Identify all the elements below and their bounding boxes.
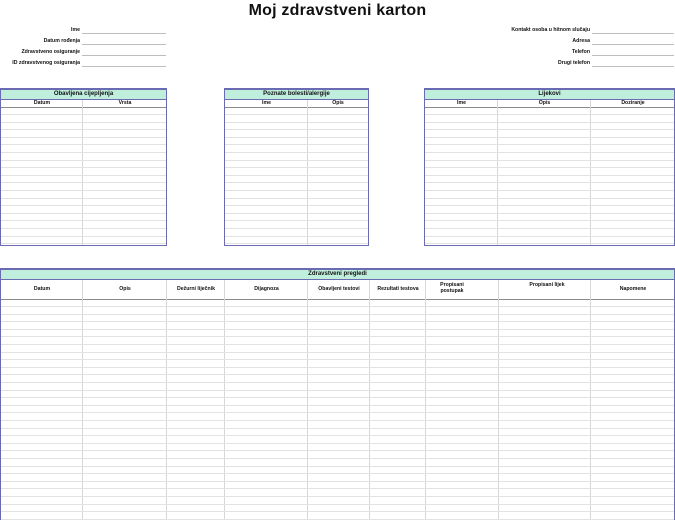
other-phone-field[interactable] — [592, 66, 674, 67]
table-row[interactable] — [1, 167, 166, 168]
column-header-name: Ime — [457, 100, 466, 106]
table-row[interactable] — [1, 443, 674, 444]
table-row[interactable] — [1, 114, 166, 115]
column-header-date: Datum — [33, 286, 51, 292]
column-header-dosage: Doziranje — [621, 100, 645, 106]
table-row[interactable] — [1, 481, 674, 482]
phone-field[interactable] — [592, 55, 674, 56]
table-row[interactable] — [1, 129, 166, 130]
table-row[interactable] — [425, 213, 674, 214]
table-row[interactable] — [225, 122, 368, 123]
table-row[interactable] — [425, 205, 674, 206]
address-field[interactable] — [592, 44, 674, 45]
page-title: Moj zdravstveni karton — [248, 2, 427, 19]
table-row[interactable] — [425, 236, 674, 237]
table-row[interactable] — [225, 137, 368, 138]
column-divider — [82, 280, 83, 520]
table-row[interactable] — [1, 374, 674, 375]
table-row[interactable] — [225, 152, 368, 153]
table-row[interactable] — [1, 137, 166, 138]
column-divider — [425, 280, 426, 520]
table-row[interactable] — [1, 488, 674, 489]
table-row[interactable] — [425, 137, 674, 138]
table-row[interactable] — [1, 314, 674, 315]
column-header-tests: Obavljeni testovi — [318, 286, 360, 292]
table-row[interactable] — [225, 205, 368, 206]
column-header-notes: Napomene — [619, 286, 647, 292]
table-row[interactable] — [1, 182, 166, 183]
table-row[interactable] — [425, 152, 674, 153]
info-label: Ime — [71, 27, 80, 33]
table-row[interactable] — [1, 367, 674, 368]
table-row[interactable] — [1, 306, 674, 307]
table-row[interactable] — [1, 412, 674, 413]
table-row[interactable] — [1, 190, 166, 191]
insurance-field[interactable] — [82, 55, 166, 56]
info-label: Drugi telefon — [558, 60, 590, 66]
table-row[interactable] — [425, 198, 674, 199]
info-row — [440, 27, 590, 36]
header-rule — [1, 107, 166, 108]
vaccinations-header: Obavljena cijepljenja — [1, 90, 166, 100]
table-row[interactable] — [225, 190, 368, 191]
name-field[interactable] — [82, 33, 166, 34]
table-row[interactable] — [1, 205, 166, 206]
table-row[interactable] — [225, 129, 368, 130]
column-header-doctor: Dežurni liječnik — [176, 286, 216, 292]
emergency-contact-field[interactable] — [592, 33, 674, 34]
allergies-table — [224, 88, 369, 246]
table-row[interactable] — [1, 160, 166, 161]
table-row[interactable] — [1, 382, 674, 383]
table-row[interactable] — [425, 190, 674, 191]
info-label: Kontakt osoba u hitnom slučaju — [511, 27, 590, 33]
column-header-test-results: Rezultati testova — [377, 286, 419, 292]
table-row[interactable] — [425, 122, 674, 123]
header-rule — [425, 107, 674, 108]
medications-header: Lijekovi — [425, 90, 674, 100]
vaccinations-table — [0, 88, 167, 246]
table-row[interactable] — [225, 167, 368, 168]
info-row — [0, 27, 80, 36]
column-header-procedure: Propisani postupak — [440, 282, 464, 294]
column-divider — [166, 280, 167, 520]
table-row[interactable] — [225, 198, 368, 199]
table-row[interactable] — [1, 198, 166, 199]
table-row[interactable] — [1, 243, 166, 244]
table-row[interactable] — [425, 228, 674, 229]
table-row[interactable] — [1, 450, 674, 451]
table-row[interactable] — [225, 228, 368, 229]
table-row[interactable] — [425, 220, 674, 221]
info-row — [0, 38, 80, 47]
table-row[interactable] — [1, 359, 674, 360]
table-row[interactable] — [1, 329, 674, 330]
table-row[interactable] — [1, 352, 674, 353]
table-row[interactable] — [1, 144, 166, 145]
table-row[interactable] — [225, 220, 368, 221]
table-row[interactable] — [1, 152, 166, 153]
info-label: Datum rođenja — [43, 38, 80, 44]
info-label: Adresa — [572, 38, 590, 44]
table-row[interactable] — [225, 114, 368, 115]
table-row[interactable] — [225, 182, 368, 183]
column-header-type: Vrsta — [118, 100, 132, 106]
table-row[interactable] — [425, 243, 674, 244]
table-row[interactable] — [1, 473, 674, 474]
table-row[interactable] — [425, 160, 674, 161]
checkups-table — [0, 268, 675, 520]
table-row[interactable] — [1, 458, 674, 459]
info-label: ID zdravstvenog osiguranja — [12, 60, 80, 66]
table-row[interactable] — [1, 122, 166, 123]
table-row[interactable] — [425, 129, 674, 130]
table-row[interactable] — [225, 236, 368, 237]
table-row[interactable] — [1, 428, 674, 429]
table-row[interactable] — [1, 321, 674, 322]
table-row[interactable] — [1, 213, 166, 214]
table-row[interactable] — [225, 144, 368, 145]
header-rule — [225, 107, 368, 108]
column-header-name: Ime — [262, 100, 271, 106]
info-row — [440, 38, 590, 47]
info-label: Telefon — [571, 49, 590, 55]
info-label: Zdravstveno osiguranje — [21, 49, 80, 55]
table-row[interactable] — [1, 236, 166, 237]
checkups-header: Zdravstveni pregledi — [1, 270, 674, 280]
table-row[interactable] — [425, 175, 674, 176]
table-row[interactable] — [1, 504, 674, 505]
table-row[interactable] — [1, 420, 674, 421]
table-row[interactable] — [1, 390, 674, 391]
table-row[interactable] — [1, 336, 674, 337]
medications-table — [424, 88, 675, 246]
column-divider — [590, 280, 591, 520]
info-row — [440, 49, 590, 58]
column-header-description: Opis — [538, 100, 551, 106]
table-row[interactable] — [225, 160, 368, 161]
column-header-date: Datum — [33, 100, 51, 106]
info-row — [0, 60, 80, 69]
column-header-diagnosis: Dijagnoza — [254, 286, 279, 292]
column-divider — [369, 280, 370, 520]
column-header-description: Opis — [119, 286, 131, 292]
table-row[interactable] — [1, 405, 674, 406]
column-header-description: Opis — [332, 100, 344, 106]
table-row[interactable] — [1, 466, 674, 467]
column-header-medication: Propisani lijek — [529, 282, 565, 288]
info-row — [0, 49, 80, 58]
column-divider — [224, 280, 225, 520]
birthdate-field[interactable] — [82, 44, 166, 45]
table-row[interactable] — [1, 496, 674, 497]
table-row[interactable] — [1, 397, 674, 398]
table-row[interactable] — [425, 114, 674, 115]
column-divider — [498, 280, 499, 520]
insurance-id-field[interactable] — [82, 66, 166, 67]
table-row[interactable] — [1, 220, 166, 221]
header-rule — [1, 299, 674, 300]
column-divider — [307, 280, 308, 520]
table-row[interactable] — [225, 243, 368, 244]
table-row[interactable] — [1, 511, 674, 512]
table-row[interactable] — [425, 144, 674, 145]
table-row[interactable] — [425, 167, 674, 168]
table-row[interactable] — [225, 175, 368, 176]
table-row[interactable] — [425, 182, 674, 183]
info-row — [440, 60, 590, 69]
table-row[interactable] — [225, 213, 368, 214]
table-row[interactable] — [1, 344, 674, 345]
table-row[interactable] — [1, 228, 166, 229]
allergies-header: Poznate bolesti/alergije — [225, 90, 368, 100]
table-row[interactable] — [1, 435, 674, 436]
table-row[interactable] — [1, 175, 166, 176]
